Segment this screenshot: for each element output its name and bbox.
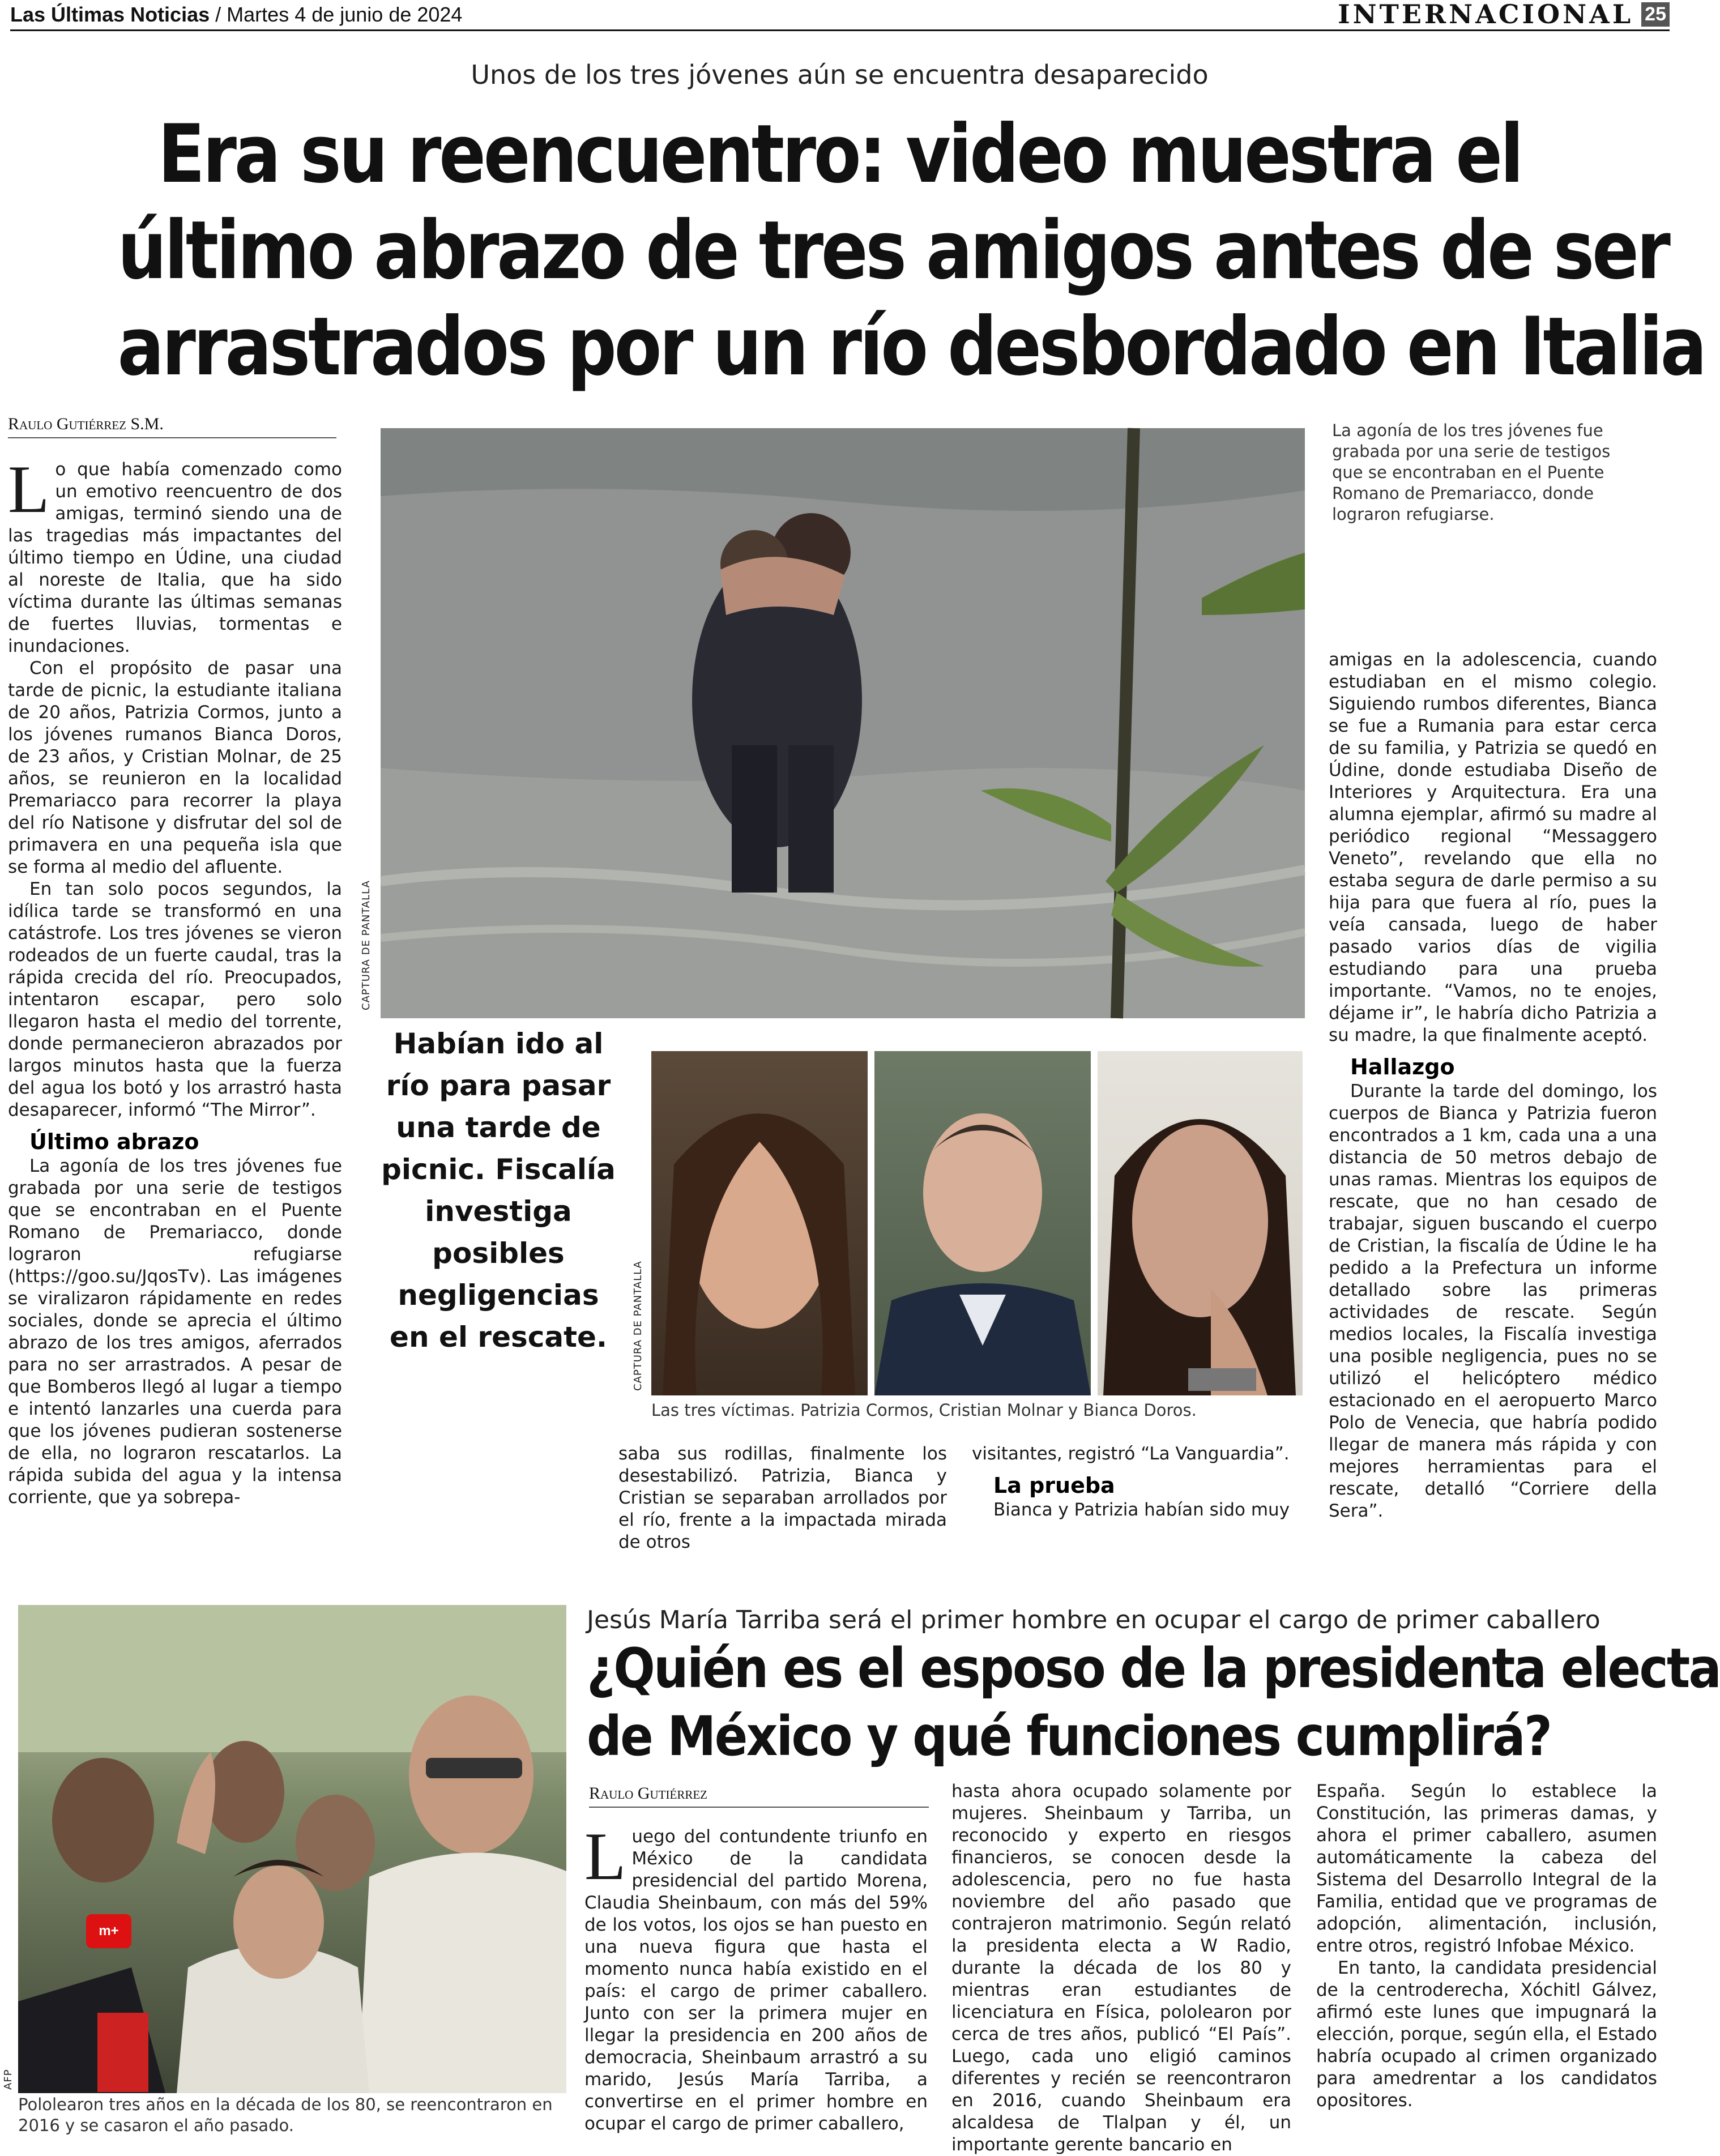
article2-headline-line-1: ¿Quién es el esposo de la presidenta electa bbox=[587, 1637, 1720, 1700]
paragraph: amigas en la adolescencia, cuando estudiaban en el mismo colegio. Siguiendo rumbos diferentes, Bianca se fue a Rumania para estar cerca de su familia, y Patrizia se quedó en Údine, donde estudiaba Diseño de Interiores y Arquitectura. Era una alumna ejemplar, afirmó su madre al periódico regional “Messaggero Veneto”, revelando que ella no estaba segura de darle permiso a su hija para que fuera al río, pues la veía cansada, luego de haber pasado varios días de vigilia estudiando para una prueba importante. “Vamos, no te enojes, déjame ir”, le habría dicho Patrizia a su madre, la que finalmente aceptó. bbox=[1329, 650, 1657, 1045]
article2-kicker: Jesús María Tarriba será el primer hombre en ocupar el cargo de primer caballero bbox=[587, 1606, 1601, 1634]
article1-column-4 bbox=[1329, 649, 1657, 1522]
river-scene-graphic bbox=[381, 428, 1305, 1018]
subhead-ultimo-abrazo: Último abrazo bbox=[29, 1129, 199, 1154]
portraits-photo-credit: CAPTURA DE PANTALLA bbox=[632, 1261, 644, 1391]
page-header bbox=[10, 0, 1670, 32]
dropcap: L bbox=[8, 451, 50, 527]
header-rule bbox=[10, 29, 1670, 31]
issue-date: Martes 4 de junio de 2024 bbox=[227, 3, 463, 26]
mic-logo-icon: m+ bbox=[86, 1914, 131, 1948]
article1-column-1 bbox=[8, 451, 342, 1540]
subhead-hallazgo: Hallazgo bbox=[1350, 1054, 1455, 1079]
paper-name: Las Últimas Noticias bbox=[10, 3, 210, 26]
river-embrace-photo bbox=[381, 428, 1305, 1018]
article2-column-2 bbox=[951, 1781, 1291, 2155]
paragraph: Con el propósito de pasar una tarde de picnic, la estudiante italiana de 20 años, Patrizia Cormos, junto a los jóvenes rumanos Bianca Doros, de 23 años, y Cristian Molnar, de 25 años, se reunieron en la localidad Premariacco para recorrer la playa del río Natisone y disfrutar del sol de primavera en una pequeña isla que se forma al medio del afluente. bbox=[8, 658, 342, 877]
subhead-la-prueba: La prueba bbox=[993, 1473, 1115, 1498]
article1-column-2 bbox=[618, 1443, 947, 1553]
article1-byline: Raulo Gutiérrez S.M. bbox=[8, 413, 336, 438]
paragraph: Bianca y Patrizia habían sido muy bbox=[993, 1500, 1290, 1520]
article2-column-1 bbox=[584, 1818, 928, 2136]
paragraph: España. Según lo establece la Constitución, las primeras damas, y ahora el primer caballero, asumen automáticamente la cabeza del Sistema del Desarrollo Integral de la Familia, entidad que ve programas de adopción, alimentación, inclusión, entre otros, registró Infobae México. bbox=[1316, 1781, 1657, 1956]
section-title: INTERNACIONAL bbox=[1338, 0, 1634, 29]
portrait-bianca-doros bbox=[1098, 1051, 1303, 1395]
paragraph: saba sus rodillas, finalmente los desestabilizó. Patrizia, Bianca y Cristian se separaban arrollados por el río, frente a la impactada mirada de otros bbox=[618, 1444, 947, 1552]
article2-byline: Raulo Gutiérrez bbox=[589, 1783, 929, 1808]
portrait-patrizia-cormos bbox=[651, 1051, 868, 1395]
headline-line-3: arrastrados por un río desbordado en Italia bbox=[117, 300, 1705, 394]
article1-kicker: Unos de los tres jóvenes aún se encuentra desaparecido bbox=[471, 59, 1209, 90]
portraits-caption: Las tres víctimas. Patrizia Cormos, Cristian Molnar y Bianca Doros. bbox=[651, 1401, 1197, 1420]
article2-photo-credit: AFP bbox=[2, 2069, 14, 2090]
paragraph: hasta ahora ocupado solamente por mujeres. Sheinbaum y Tarriba, un reconocido y experto en riesgos financieros, se conocen desde la adolescencia, pero no fue hasta noviembre del año pasado que contrajeron matrimonio. Según relató la presidenta electa a W Radio, durante la década de los 80 y mientras eran estudiantes de licenciatura en Física, pololearon por cerca de tres años, publicó “El País”. Luego, cada uno eligió caminos diferentes y recién se reencontraron en 2016, cuando Sheinbaum era alcaldesa de Tlalpan y él, un importante gerente bancario en bbox=[951, 1781, 1291, 2155]
article2-headline-line-2: de México y qué funciones cumplirá? bbox=[587, 1705, 1551, 1768]
page-number: 25 bbox=[1641, 2, 1670, 27]
main-photo-caption: La agonía de los tres jóvenes fue grabada por una serie de testigos que se encontraban en el Puente Romano de Premariacco, donde lograron refugiarse. bbox=[1332, 421, 1611, 524]
article2-photo-caption: Pololearon tres años en la década de los 80, se reencontraron en 2016 y se casaron el año pasado. bbox=[18, 2095, 553, 2135]
dropcap: L bbox=[584, 1818, 626, 1894]
paragraph: En tan solo pocos segundos, la idílica tarde se transformó en una catástrofe. Los tres jóvenes se vieron rodeados de un fuerte caudal, tras la rápida crecida del río. Preocupados, intentaron escapar, pero solo llegaron hasta el medio del torrente, donde permanecieron abrazados por largos minutos hasta que la fuerza del agua los botó y los arrastró hasta desaparecer, informó “The Mirror”. bbox=[8, 879, 342, 1120]
article1-column-3 bbox=[972, 1443, 1303, 1521]
paragraph: En tanto, la candidata presidencial de la centroderecha, Xóchitl Gálvez, afirmó este lunes que impugnará la elección, porque, según ella, el Estado habría ocupado al crimen organizado para amedrentar a los candidatos opositores. bbox=[1316, 1958, 1657, 2111]
main-photo-credit: CAPTURA DE PANTALLA bbox=[360, 880, 372, 1010]
paragraph: uego del contundente triunfo en México de la candidata presidencial del partido Morena, Claudia Sheinbaum, con más del 59% de los votos, los ojos se han puesto en una nueva figura que hasta el momento nunca había existido en el país: el cargo de primer caballero. Junto con ser la primera mujer en llegar la presidencia en 200 años de democracia, Sheinbaum arrastró a su marido, Jesús María Tarriba, a convertirse en el primer hombre en ocupar el cargo de primer caballero, bbox=[584, 1826, 928, 2134]
article2-column-3 bbox=[1316, 1781, 1657, 2136]
headline-line-2: último abrazo de tres amigos antes de ser bbox=[117, 204, 1668, 297]
paragraph: visitantes, registró “La Vanguardia”. bbox=[972, 1444, 1290, 1464]
paragraph: Durante la tarde del domingo, los cuerpos de Bianca y Patrizia fueron encontrados a 1 km, cada una a una distancia de 50 metros debajo de unas ramas. Mientras los equipos de rescate, que no han cesado de trabajar, siguen buscando el cuerpo de Cristian, la fiscalía de Údine le ha pedido a la Prefectura un informe detallado sobre las primeras actividades de rescate. Según medios locales, la Fiscalía investiga una posible negligencia, pues no se utilizó el helicóptero médico estacionado en el aeropuerto Marco Polo de Venecia, que habría podido llegar de manera más rápida y con mejores herramientas para el rescate, detalló “Corriere della Sera”. bbox=[1329, 1081, 1657, 1521]
header-separator: / bbox=[215, 3, 221, 26]
pull-quote: Habían ido al río para pasar una tarde de picnic. Fiscalía investiga posibles negligencias en el rescate. bbox=[381, 1027, 616, 1354]
headline-line-1: Era su reencuentro: video muestra el bbox=[157, 108, 1522, 201]
article2-headline bbox=[587, 1634, 1720, 1770]
paragraph: o que había comenzado como un emotivo reencuentro de dos amigas, terminó siendo una de las tragedias más impactantes del último tiempo en Údine, una ciudad al noreste de Italia, que ha sido víctima durante las últimas semanas de fuertes lluvias, tormentas e inundaciones. bbox=[8, 459, 342, 656]
portrait-cristian-molnar bbox=[874, 1051, 1091, 1395]
article1-headline bbox=[117, 106, 1705, 395]
sheinbaum-tarriba-photo bbox=[18, 1605, 566, 2093]
paragraph: La agonía de los tres jóvenes fue grabada por una serie de testigos que se encontraban en el Puente Romano de Premariacco, donde lograron refugiarse (https://goo.su/JqosTv). Las imágenes se viralizaron rápidamente en redes sociales, donde se aprecia el último abrazo de los tres amigos, aferrados para no ser arrastrados. A pesar de que Bomberos llegó al lugar a tiempo e intentó lanzarles una cuerda para que los jóvenes pudieran sostenerse de ella, no lograron rescatarlos. La rápida subida del agua y la intensa corriente, que ya sobrepa- bbox=[8, 1156, 342, 1508]
